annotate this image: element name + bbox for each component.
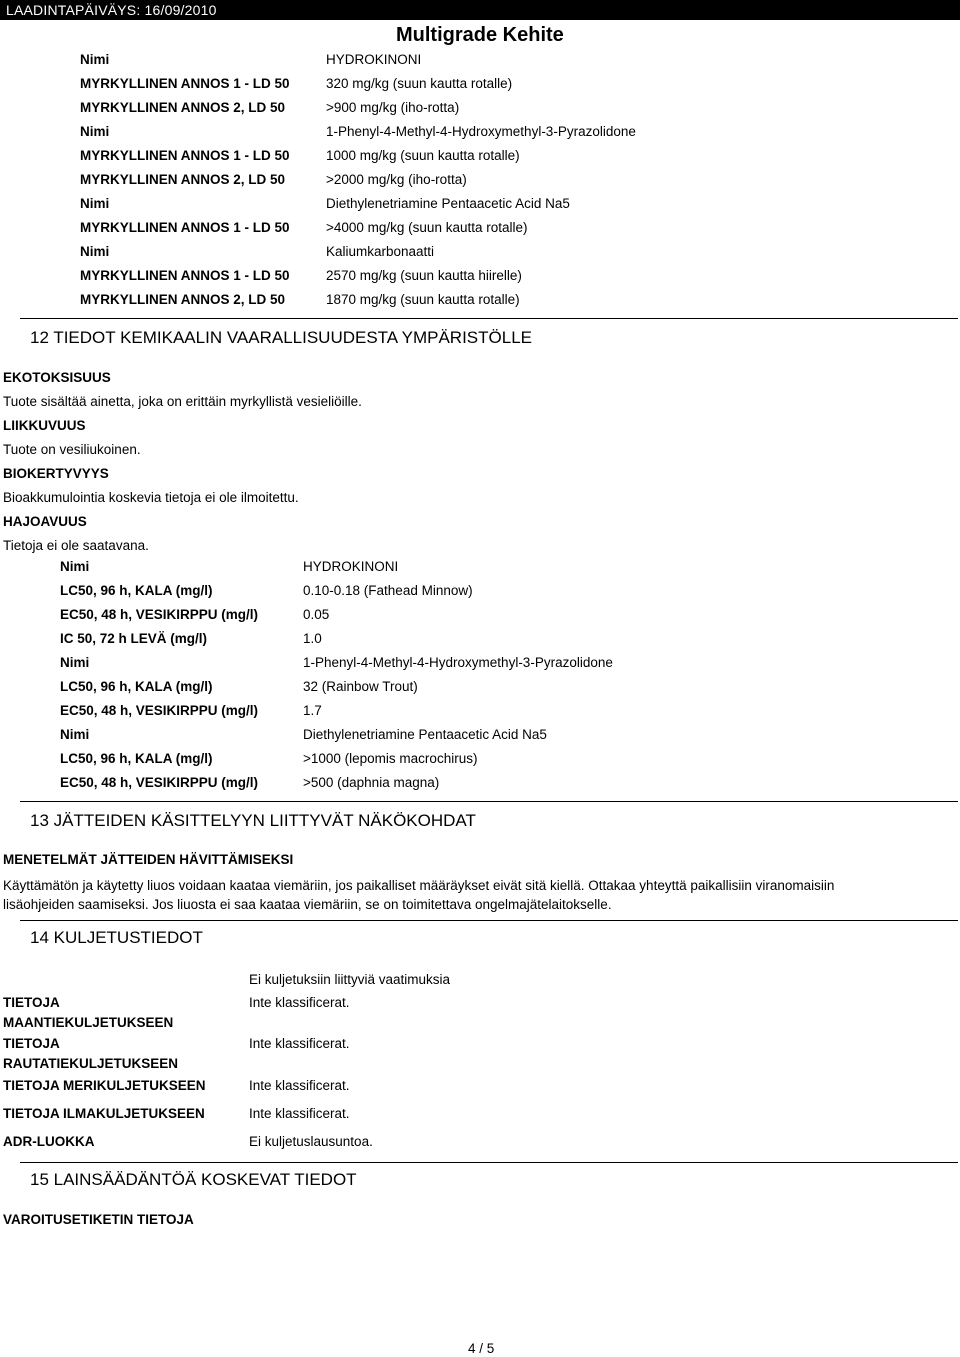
eco-value: 32 (Rainbow Trout) bbox=[303, 679, 418, 694]
sea-transport-label: TIETOJA MERIKULJETUKSEEN bbox=[3, 1078, 206, 1093]
road-transport-value: Inte klassificerat. bbox=[249, 995, 350, 1010]
bioaccumulation-text: Bioakkumulointia koskevia tietoja ei ole ilmoitettu. bbox=[3, 490, 299, 505]
eco-value: HYDROKINONI bbox=[303, 559, 399, 574]
adr-class-value: Ei kuljetuslausuntoa. bbox=[249, 1134, 373, 1149]
tox-value: >4000 mg/kg (suun kautta rotalle) bbox=[326, 220, 528, 235]
section-13-title: 13 JÄTTEIDEN KÄSITTELYYN LIITTYVÄT NÄKÖKOHDAT bbox=[30, 811, 476, 830]
product-title: Multigrade Kehite bbox=[396, 24, 564, 46]
eco-label: Nimi bbox=[60, 727, 90, 742]
tox-value: 1-Phenyl-4-Methyl-4-Hydroxymethyl-3-Pyrazolidone bbox=[326, 124, 636, 139]
eco-label: EC50, 48 h, VESIKIRPPU (mg/l) bbox=[60, 775, 259, 790]
eco-label: IC 50, 72 h LEVÄ (mg/l) bbox=[60, 631, 208, 646]
tox-label: MYRKYLLINEN ANNOS 1 - LD 50 bbox=[80, 148, 290, 163]
rail-transport-value: Inte klassificerat. bbox=[249, 1036, 350, 1051]
rail-transport-label: TIETOJA bbox=[3, 1036, 60, 1051]
tox-value: Kaliumkarbonaatti bbox=[326, 244, 435, 259]
header-bar bbox=[0, 0, 960, 20]
section-14-title: 14 KULJETUSTIEDOT bbox=[30, 928, 203, 947]
tox-label: Nimi bbox=[80, 52, 110, 67]
eco-label: Nimi bbox=[60, 655, 90, 670]
eco-value: 0.10-0.18 (Fathead Minnow) bbox=[303, 583, 473, 598]
eco-value: 0.05 bbox=[303, 607, 330, 622]
eco-value: >500 (daphnia magna) bbox=[303, 775, 440, 790]
tox-label: Nimi bbox=[80, 196, 110, 211]
degradation-heading: HAJOAVUUS bbox=[3, 514, 87, 529]
degradation-text: Tietoja ei ole saatavana. bbox=[3, 538, 149, 553]
eco-value: 1.0 bbox=[303, 631, 322, 646]
eco-label: Nimi bbox=[60, 559, 90, 574]
mobility-heading: LIIKKUVUUS bbox=[3, 418, 86, 433]
tox-value: 1000 mg/kg (suun kautta rotalle) bbox=[326, 148, 520, 163]
eco-label: EC50, 48 h, VESIKIRPPU (mg/l) bbox=[60, 703, 259, 718]
ecotoxicity-text: Tuote sisältää ainetta, joka on erittäin myrkyllistä vesieliöille. bbox=[3, 394, 362, 409]
tox-label: MYRKYLLINEN ANNOS 2, LD 50 bbox=[80, 100, 286, 115]
eco-value: 1.7 bbox=[303, 703, 322, 718]
tox-label: Nimi bbox=[80, 244, 110, 259]
eco-value: 1-Phenyl-4-Methyl-4-Hydroxymethyl-3-Pyrazolidone bbox=[303, 655, 613, 670]
section-12-title: 12 TIEDOT KEMIKAALIN VAARALLISUUDESTA YMPÄRISTÖLLE bbox=[30, 328, 532, 347]
tox-label: MYRKYLLINEN ANNOS 1 - LD 50 bbox=[80, 268, 290, 283]
section-divider bbox=[20, 1162, 958, 1163]
tox-label: MYRKYLLINEN ANNOS 2, LD 50 bbox=[80, 292, 286, 307]
tox-value: HYDROKINONI bbox=[326, 52, 422, 67]
rail-transport-label-2: RAUTATIEKULJETUKSEEN bbox=[3, 1056, 179, 1071]
sea-transport-value: Inte klassificerat. bbox=[249, 1078, 350, 1093]
section-divider bbox=[20, 801, 958, 802]
tox-value: >2000 mg/kg (iho-rotta) bbox=[326, 172, 467, 187]
section-divider bbox=[20, 318, 958, 319]
mobility-text: Tuote on vesiliukoinen. bbox=[3, 442, 141, 457]
air-transport-value: Inte klassificerat. bbox=[249, 1106, 350, 1121]
air-transport-label: TIETOJA ILMAKULJETUKSEEN bbox=[3, 1106, 205, 1121]
ecotoxicity-heading: EKOTOKSISUUS bbox=[3, 370, 111, 385]
label-info-heading: VAROITUSETIKETIN TIETOJA bbox=[3, 1212, 194, 1227]
tox-label: MYRKYLLINEN ANNOS 1 - LD 50 bbox=[80, 76, 290, 91]
tox-label: MYRKYLLINEN ANNOS 1 - LD 50 bbox=[80, 220, 290, 235]
eco-label: EC50, 48 h, VESIKIRPPU (mg/l) bbox=[60, 607, 259, 622]
bioaccumulation-heading: BIOKERTYVYYS bbox=[3, 466, 109, 481]
tox-value: 1870 mg/kg (suun kautta rotalle) bbox=[326, 292, 520, 307]
tox-value: Diethylenetriamine Pentaacetic Acid Na5 bbox=[326, 196, 570, 211]
transport-general: Ei kuljetuksiin liittyviä vaatimuksia bbox=[249, 972, 451, 987]
tox-label: Nimi bbox=[80, 124, 110, 139]
adr-class-label: ADR-LUOKKA bbox=[3, 1134, 95, 1149]
waste-methods-text: Käyttämätön ja käytetty liuos voidaan kaataa viemäriin, jos paikalliset määräykset eivät sitä kiellä. Ottakaa yhteyttä paikallisiin viranomaisiin lisäohjeiden saamiseksi. Jos liuosta ei saa kaataa viemäriin, se on toimitettava ongelmajätelaitokselle. bbox=[3, 878, 835, 912]
eco-label: LC50, 96 h, KALA (mg/l) bbox=[60, 583, 213, 598]
road-transport-label-2: MAANTIEKULJETUKSEEN bbox=[3, 1015, 174, 1030]
eco-label: LC50, 96 h, KALA (mg/l) bbox=[60, 679, 213, 694]
revision-date: LAADINTAPÄIVÄYS: 16/09/2010 bbox=[6, 2, 217, 18]
waste-methods-heading: MENETELMÄT JÄTTEIDEN HÄVITTÄMISEKSI bbox=[3, 852, 294, 867]
section-divider bbox=[20, 920, 958, 921]
eco-label: LC50, 96 h, KALA (mg/l) bbox=[60, 751, 213, 766]
eco-value: Diethylenetriamine Pentaacetic Acid Na5 bbox=[303, 727, 547, 742]
section-15-title: 15 LAINSÄÄDÄNTÖÄ KOSKEVAT TIEDOT bbox=[30, 1170, 357, 1189]
tox-value: 2570 mg/kg (suun kautta hiirelle) bbox=[326, 268, 522, 283]
tox-value: 320 mg/kg (suun kautta rotalle) bbox=[326, 76, 513, 91]
page-number: 4 / 5 bbox=[468, 1341, 495, 1356]
tox-value: >900 mg/kg (iho-rotta) bbox=[326, 100, 460, 115]
tox-label: MYRKYLLINEN ANNOS 2, LD 50 bbox=[80, 172, 286, 187]
road-transport-label: TIETOJA bbox=[3, 995, 60, 1010]
eco-value: >1000 (lepomis macrochirus) bbox=[303, 751, 478, 766]
